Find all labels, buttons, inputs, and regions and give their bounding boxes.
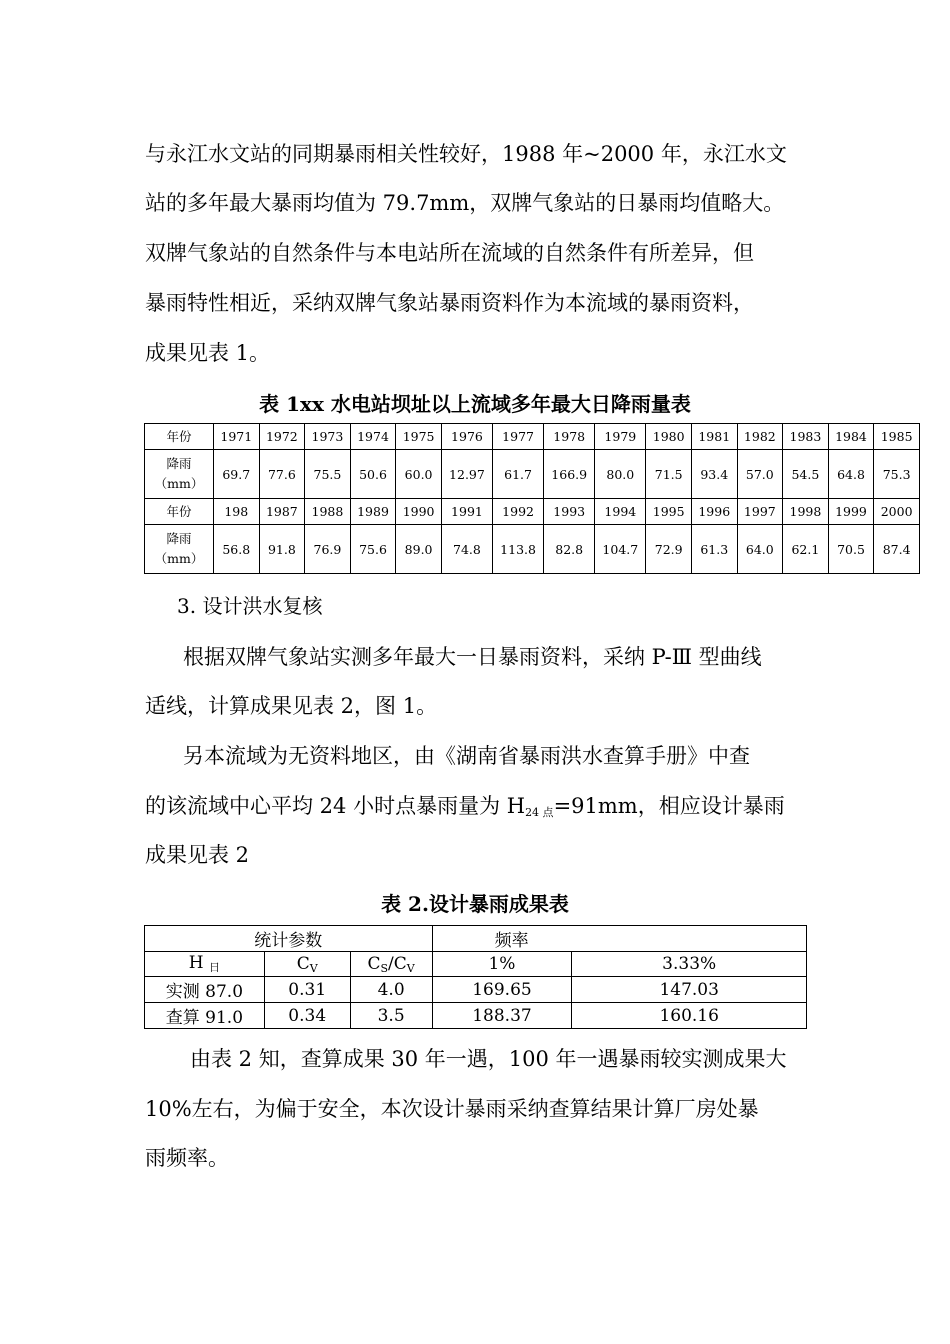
text-line: 适线，计算成果见表 2，图 1。 [145, 694, 438, 718]
year-cell: 1984 [828, 424, 874, 450]
cscv-v: V [406, 961, 415, 975]
rain-cell: 76.9 [305, 525, 351, 574]
year-cell: 1998 [783, 499, 829, 525]
table-cell: 实测 87.0 [145, 977, 265, 1003]
table-row [145, 926, 807, 952]
rain-header-unit: （mm） [154, 551, 204, 566]
table2-caption: 表 2.设计暴雨成果表 [381, 892, 569, 916]
cscv-mid: /C [388, 953, 407, 974]
subscript: 24 点 [525, 806, 554, 819]
text-line: 由表 2 知，查算成果 30 年一遇，100 年一遇暴雨较实测成果大 [190, 1047, 787, 1071]
text-line: 另本流域为无资料地区，由《湖南省暴雨洪水查算手册》中查 [183, 744, 750, 768]
table-cell: 0.34 [264, 1003, 350, 1029]
rain-cell: 61.3 [691, 525, 737, 574]
year-cell: 1996 [691, 499, 737, 525]
p1-header: 1% [432, 952, 572, 977]
year-cell: 1993 [544, 499, 595, 525]
rain-cell: 62.1 [783, 525, 829, 574]
rain-cell: 82.8 [544, 525, 595, 574]
year-header: 年份 [145, 424, 214, 450]
rain-header-label: 降雨 [166, 456, 192, 471]
rain-cell: 93.4 [691, 450, 737, 499]
table1-caption: 表 1xx 水电站坝址以上流域多年最大日降雨量表 [259, 392, 691, 416]
rain-cell: 12.97 [441, 450, 492, 499]
table-row [145, 424, 920, 450]
table-row [145, 977, 807, 1003]
table-row [145, 499, 920, 525]
cscv-c: C [367, 953, 381, 974]
rain-cell: 113.8 [493, 525, 544, 574]
year-header: 年份 [145, 499, 214, 525]
year-cell: 2000 [874, 499, 920, 525]
text-line: 雨频率。 [145, 1146, 229, 1170]
rain-cell: 75.5 [305, 450, 351, 499]
table-row [145, 1003, 807, 1029]
table-row [145, 450, 920, 499]
year-cell: 1981 [691, 424, 737, 450]
cv-sub: V [309, 961, 318, 975]
year-cell: 1990 [396, 499, 442, 525]
table-cell: 188.37 [432, 1003, 572, 1029]
year-cell: 1991 [441, 499, 492, 525]
year-cell: 1978 [544, 424, 595, 450]
rain-header-unit: （mm） [154, 476, 204, 491]
table-row [145, 952, 807, 977]
table-row [145, 525, 920, 574]
h-main: H [188, 953, 204, 973]
rain-cell: 74.8 [441, 525, 492, 574]
year-cell: 1974 [350, 424, 396, 450]
table-cell: 160.16 [572, 1003, 807, 1029]
year-cell: 1983 [783, 424, 829, 450]
rain-cell: 80.0 [595, 450, 646, 499]
text-line: 双牌气象站的自然条件与本电站所在流域的自然条件有所差异，但 [145, 241, 754, 265]
stats-group-header: 统计参数 [145, 926, 433, 952]
rain-header [145, 450, 214, 499]
year-cell: 1976 [441, 424, 492, 450]
rain-cell: 57.0 [737, 450, 783, 499]
design-rainfall-table [144, 925, 807, 1029]
rain-cell: 104.7 [595, 525, 646, 574]
rain-cell: 87.4 [874, 525, 920, 574]
rain-cell: 77.6 [259, 450, 305, 499]
text-line: 站的多年最大暴雨均值为 79.7mm，双牌气象站的日暴雨均值略大。 [145, 191, 785, 215]
cscv-s: S [380, 961, 389, 975]
rain-cell: 71.5 [646, 450, 692, 499]
rain-cell: 91.8 [259, 525, 305, 574]
year-cell: 1997 [737, 499, 783, 525]
table-cell: 0.31 [264, 977, 350, 1003]
year-cell: 1973 [305, 424, 351, 450]
year-cell: 1999 [828, 499, 874, 525]
p2-header: 3.33% [572, 952, 807, 977]
text-line: 根据双牌气象站实测多年最大一日暴雨资料，采纳 P-Ⅲ 型曲线 [183, 645, 762, 669]
year-cell: 1975 [396, 424, 442, 450]
year-cell: 1995 [646, 499, 692, 525]
table-cell: 3.5 [350, 1003, 432, 1029]
rain-cell: 56.8 [214, 525, 260, 574]
year-cell: 1987 [259, 499, 305, 525]
table-cell: 查算 91.0 [145, 1003, 265, 1029]
h-sub: 日 [209, 961, 221, 974]
rainfall-table [144, 423, 920, 574]
year-cell: 1985 [874, 424, 920, 450]
rain-cell: 75.3 [874, 450, 920, 499]
year-cell: 1994 [595, 499, 646, 525]
rain-cell: 64.8 [828, 450, 874, 499]
rain-cell: 54.5 [783, 450, 829, 499]
year-cell: 1989 [350, 499, 396, 525]
year-cell: 1977 [493, 424, 544, 450]
year-cell: 1972 [259, 424, 305, 450]
section-heading: 3. 设计洪水复核 [177, 594, 323, 618]
rain-cell: 89.0 [396, 525, 442, 574]
rain-cell: 69.7 [214, 450, 260, 499]
cscv-header [350, 952, 432, 977]
year-cell: 1988 [305, 499, 351, 525]
cv-main: C [296, 953, 310, 974]
year-cell: 1979 [595, 424, 646, 450]
rain-cell: 50.6 [350, 450, 396, 499]
rain-cell: 72.9 [646, 525, 692, 574]
text-line: 10%左右，为偏于安全，本次设计暴雨采纳查算结果计算厂房处暴 [145, 1097, 759, 1121]
table-cell: 169.65 [432, 977, 572, 1003]
text-line: 成果见表 2 [145, 843, 250, 867]
text-line: 与永江水文站的同期暴雨相关性较好，1988 年~2000 年，永江水文 [145, 142, 787, 166]
table-cell: 4.0 [350, 977, 432, 1003]
rain-cell: 64.0 [737, 525, 783, 574]
year-cell: 198 [214, 499, 260, 525]
rain-header-label: 降雨 [166, 531, 192, 546]
rain-cell: 75.6 [350, 525, 396, 574]
year-cell: 1982 [737, 424, 783, 450]
year-cell: 1992 [493, 499, 544, 525]
cv-header [264, 952, 350, 977]
text-fragment: =91mm，相应设计暴雨 [553, 794, 785, 818]
rain-header [145, 525, 214, 574]
freq-group-header: 频率 [432, 926, 806, 952]
rain-cell: 166.9 [544, 450, 595, 499]
rain-cell: 70.5 [828, 525, 874, 574]
h-header [145, 952, 265, 977]
text-fragment: 的该流域中心平均 24 小时点暴雨量为 H [145, 794, 526, 818]
text-line: 成果见表 1。 [145, 341, 271, 365]
table-cell: 147.03 [572, 977, 807, 1003]
text-line: 暴雨特性相近，采纳双牌气象站暴雨资料作为本流域的暴雨资料， [145, 291, 754, 315]
year-cell: 1980 [646, 424, 692, 450]
rain-cell: 60.0 [396, 450, 442, 499]
year-cell: 1971 [214, 424, 260, 450]
text-line [145, 790, 785, 820]
rain-cell: 61.7 [493, 450, 544, 499]
